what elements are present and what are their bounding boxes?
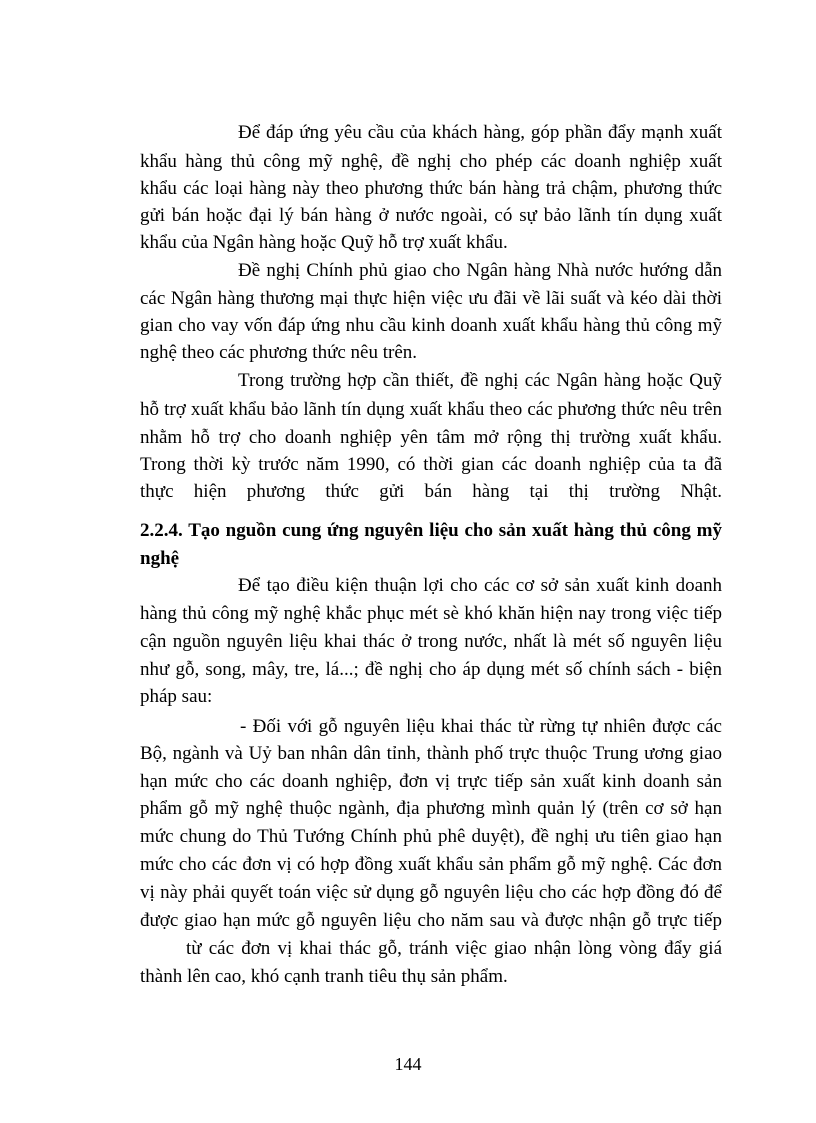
text-line: Để tạo điều kiện thuận lợi cho các cơ sở sản xuất kinh doanh (238, 575, 722, 596)
text-line: hàng thủ công mỹ nghệ khắc phục mét sè khó khăn hiện nay trong việc tiếp (140, 603, 722, 624)
text-line: khẩu của Ngân hàng hoặc Quỹ hỗ trợ xuất khẩu. (140, 232, 508, 253)
text-line: gửi bán hoặc đại lý bán hàng ở nước ngoài, có sự bảo lãnh tín dụng xuất (140, 205, 722, 226)
text-line: khẩu hàng thủ công mỹ nghệ, đề nghị cho phép các doanh nghiệp xuất (140, 151, 722, 172)
text-line: Để đáp ứng yêu cầu của khách hàng, góp phần đẩy mạnh xuất (238, 122, 722, 143)
text-line: cận nguồn nguyên liệu khai thác ở trong nước, nhất là mét số nguyên liệu (140, 631, 722, 652)
text-line: - Đối với gỗ nguyên liệu khai thác từ rừng tự nhiên được các (240, 716, 722, 737)
page-number: 144 (394, 1054, 422, 1074)
text-line: phẩm gỗ mỹ nghệ thuộc ngành, địa phương mình quản lý (trên cơ sở hạn (140, 798, 722, 819)
text-line: từ các đơn vị khai thác gỗ, tránh việc giao nhận lòng vòng đẩy giá (186, 938, 722, 959)
text-line: như gỗ, song, mây, tre, lá...; đề nghị cho áp dụng mét số chính sách - biện (140, 659, 722, 680)
text-line: Trong trường hợp cần thiết, đề nghị các Ngân hàng hoặc Quỹ (238, 370, 722, 391)
text-line: mức cho các đơn vị có hợp đồng xuất khẩu sản phẩm gỗ mỹ nghệ. Các đơn (140, 854, 722, 875)
text-line: Trong thời kỳ trước năm 1990, có thời gian các doanh nghiệp của ta đã (140, 454, 722, 475)
text-line: được giao hạn mức gỗ nguyên liệu cho năm sau và được nhận gỗ trực tiếp (140, 910, 722, 931)
text-line: thành lên cao, khó cạnh tranh tiêu thụ sản phẩm. (140, 966, 508, 987)
text-line: hạn mức cho các doanh nghiệp, đơn vị trực tiếp sản xuất kinh doanh sản (140, 771, 722, 792)
text-line: khẩu các loại hàng này theo phương thức bán hàng trả chậm, phương thức (140, 178, 722, 199)
text-line: pháp sau: (140, 686, 213, 707)
text-line: Đề nghị Chính phủ giao cho Ngân hàng Nhà nước hướng dẫn (238, 260, 722, 281)
text-line: mức chung do Thủ Tướng Chính phủ phê duyệt), đề nghị ưu tiên giao hạn (140, 826, 722, 847)
heading-line: nghệ (140, 548, 180, 569)
text-line: hỗ trợ xuất khẩu bảo lãnh tín dụng xuất khẩu theo các phương thức nêu trên (140, 399, 722, 420)
text-line: các Ngân hàng thương mại thực hiện việc ưu đãi về lãi suất và kéo dài thời (140, 288, 722, 309)
text-line: nghệ theo các phương thức nêu trên. (140, 342, 418, 363)
text-line: thực hiện phương thức gửi bán hàng tại thị trường Nhật. (140, 481, 722, 502)
text-line: nhằm hỗ trợ cho doanh nghiệp yên tâm mở rộng thị trường xuất khẩu. (140, 427, 722, 448)
heading-line: 2.2.4. Tạo nguồn cung ứng nguyên liệu cho sản xuất hàng thủ công mỹ (140, 520, 722, 541)
text-line: vị này phải quyết toán việc sử dụng gỗ nguyên liệu cho các hợp đồng đó để (140, 882, 722, 903)
text-line: Bộ, ngành và Uỷ ban nhân dân tỉnh, thành phố trực thuộc Trung ương giao (140, 743, 722, 764)
text-line: gian cho vay vốn đáp ứng nhu cầu kinh doanh xuất khẩu hàng thủ công mỹ (140, 315, 722, 336)
